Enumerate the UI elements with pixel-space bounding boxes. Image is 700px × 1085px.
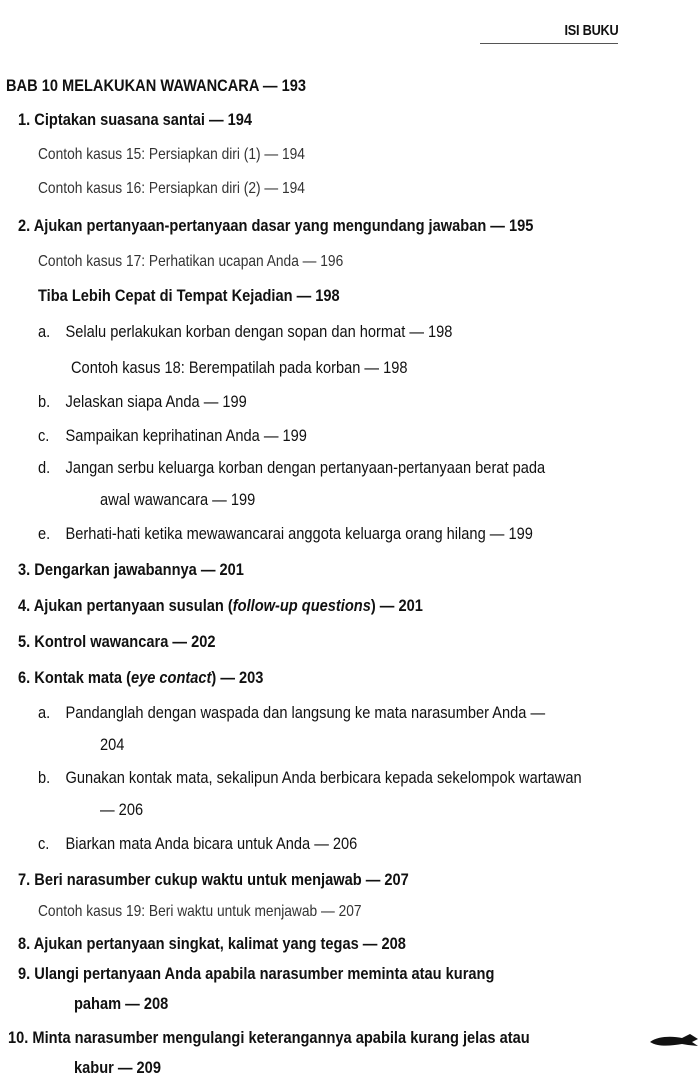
toc-item-9-continuation: paham — 208 <box>74 994 169 1013</box>
toc-sub-letter: d. <box>38 458 51 477</box>
toc-sub-letter: b. <box>38 768 51 787</box>
toc-item-10-continuation: kabur — 209 <box>74 1058 161 1077</box>
toc-item-text: Ajukan pertanyaan-pertanyaan dasar yang mengundang jawaban — 195 <box>33 216 534 235</box>
arrow-pointer-icon <box>648 1030 700 1050</box>
toc-item-number: 3. <box>18 560 31 579</box>
toc-item-8 <box>18 934 406 954</box>
toc-sub-d <box>38 458 545 478</box>
case-16: Contoh kasus 16: Persiapkan diri (2) — 194 <box>38 180 305 197</box>
toc-item-3 <box>18 560 244 580</box>
toc-sub-c <box>38 426 307 446</box>
case-19: Contoh kasus 19: Beri waktu untuk menjawab — 207 <box>38 903 362 920</box>
toc-sub-letter: a. <box>38 703 51 722</box>
toc-item-text: Ulangi pertanyaan Anda apabila narasumber meminta atau kurang <box>34 964 495 983</box>
toc-item-text-post: ) — 203 <box>211 668 264 687</box>
toc-sub-text: Biarkan mata Anda bicara untuk Anda — 206 <box>65 834 358 853</box>
toc-item-text: Ciptakan suasana santai — 194 <box>34 110 253 129</box>
toc-sub-e <box>38 524 533 544</box>
toc-item-text-post: ) — 201 <box>370 596 423 615</box>
toc-item-6b-continuation: — 206 <box>100 800 144 819</box>
toc-item-text-italic: eye contact <box>130 668 212 687</box>
toc-item-6b <box>38 768 582 788</box>
toc-sub-text: Selalu perlakukan korban dengan sopan dan hormat — 198 <box>65 322 453 341</box>
toc-sub-d-continuation: awal wawancara — 199 <box>100 490 256 509</box>
toc-sub-text: Jelaskan siapa Anda — 199 <box>65 392 247 411</box>
toc-sub-letter: e. <box>38 524 51 543</box>
toc-sub-text: Berhati-hati ketika mewawancarai anggota keluarga orang hilang — 199 <box>65 524 533 543</box>
toc-item-text-italic: follow-up questions <box>232 596 371 615</box>
toc-item-1 <box>18 110 252 130</box>
toc-item-6 <box>18 668 263 688</box>
toc-sub-letter: a. <box>38 322 51 341</box>
toc-item-text: Ajukan pertanyaan singkat, kalimat yang tegas — 208 <box>33 934 406 953</box>
chapter-title: BAB 10 MELAKUKAN WAWANCARA — 193 <box>6 76 307 95</box>
toc-item-text: Beri narasumber cukup waktu untuk menjawab — 207 <box>34 870 409 889</box>
toc-item-2 <box>18 216 533 236</box>
running-header: ISI BUKU <box>564 22 618 39</box>
toc-item-number: 7. <box>18 870 31 889</box>
toc-item-number: 4. <box>18 596 31 615</box>
toc-item-number: 10. <box>8 1028 29 1047</box>
toc-item-5 <box>18 632 215 652</box>
toc-item-number: 9. <box>18 964 31 983</box>
toc-item-text: Dengarkan jawabannya — 201 <box>34 560 244 579</box>
toc-sub-letter: b. <box>38 392 51 411</box>
toc-item-9 <box>18 964 494 984</box>
toc-item-6a <box>38 703 545 723</box>
toc-item-number: 2. <box>18 216 31 235</box>
header-rule <box>480 43 618 44</box>
toc-sub-text: Sampaikan keprihatinan Anda — 199 <box>65 426 307 445</box>
toc-sub-text: Jangan serbu keluarga korban dengan pertanyaan-pertanyaan berat pada <box>65 458 546 477</box>
toc-item-number: 8. <box>18 934 31 953</box>
toc-sub-text: Gunakan kontak mata, sekalipun Anda berbicara kepada sekelompok wartawan <box>65 768 582 787</box>
toc-sub-text: Pandanglah dengan waspada dan langsung ke mata narasumber Anda — <box>65 703 546 722</box>
toc-item-text: Kontrol wawancara — 202 <box>34 632 216 651</box>
toc-sub-a <box>38 322 452 342</box>
toc-item-text-pre: Ajukan pertanyaan susulan ( <box>33 596 233 615</box>
case-18: Contoh kasus 18: Berempatilah pada korban — 198 <box>71 358 408 377</box>
subheading: Tiba Lebih Cepat di Tempat Kejadian — 198 <box>38 286 340 305</box>
toc-item-number: 6. <box>18 668 31 687</box>
toc-item-text: Minta narasumber mengulangi keterangannya apabila kurang jelas atau <box>32 1028 530 1047</box>
toc-item-text-pre: Kontak mata ( <box>34 668 131 687</box>
toc-sub-letter: c. <box>38 426 50 445</box>
toc-item-6c <box>38 834 357 854</box>
case-15: Contoh kasus 15: Persiapkan diri (1) — 194 <box>38 146 305 163</box>
toc-item-number: 1. <box>18 110 31 129</box>
toc-item-7 <box>18 870 409 890</box>
toc-item-4 <box>18 596 423 616</box>
toc-item-6a-continuation: 204 <box>100 735 125 754</box>
toc-item-number: 5. <box>18 632 31 651</box>
toc-sub-b <box>38 392 247 412</box>
toc-item-10 <box>8 1028 530 1048</box>
case-17: Contoh kasus 17: Perhatikan ucapan Anda — 196 <box>38 253 344 270</box>
toc-sub-letter: c. <box>38 834 50 853</box>
